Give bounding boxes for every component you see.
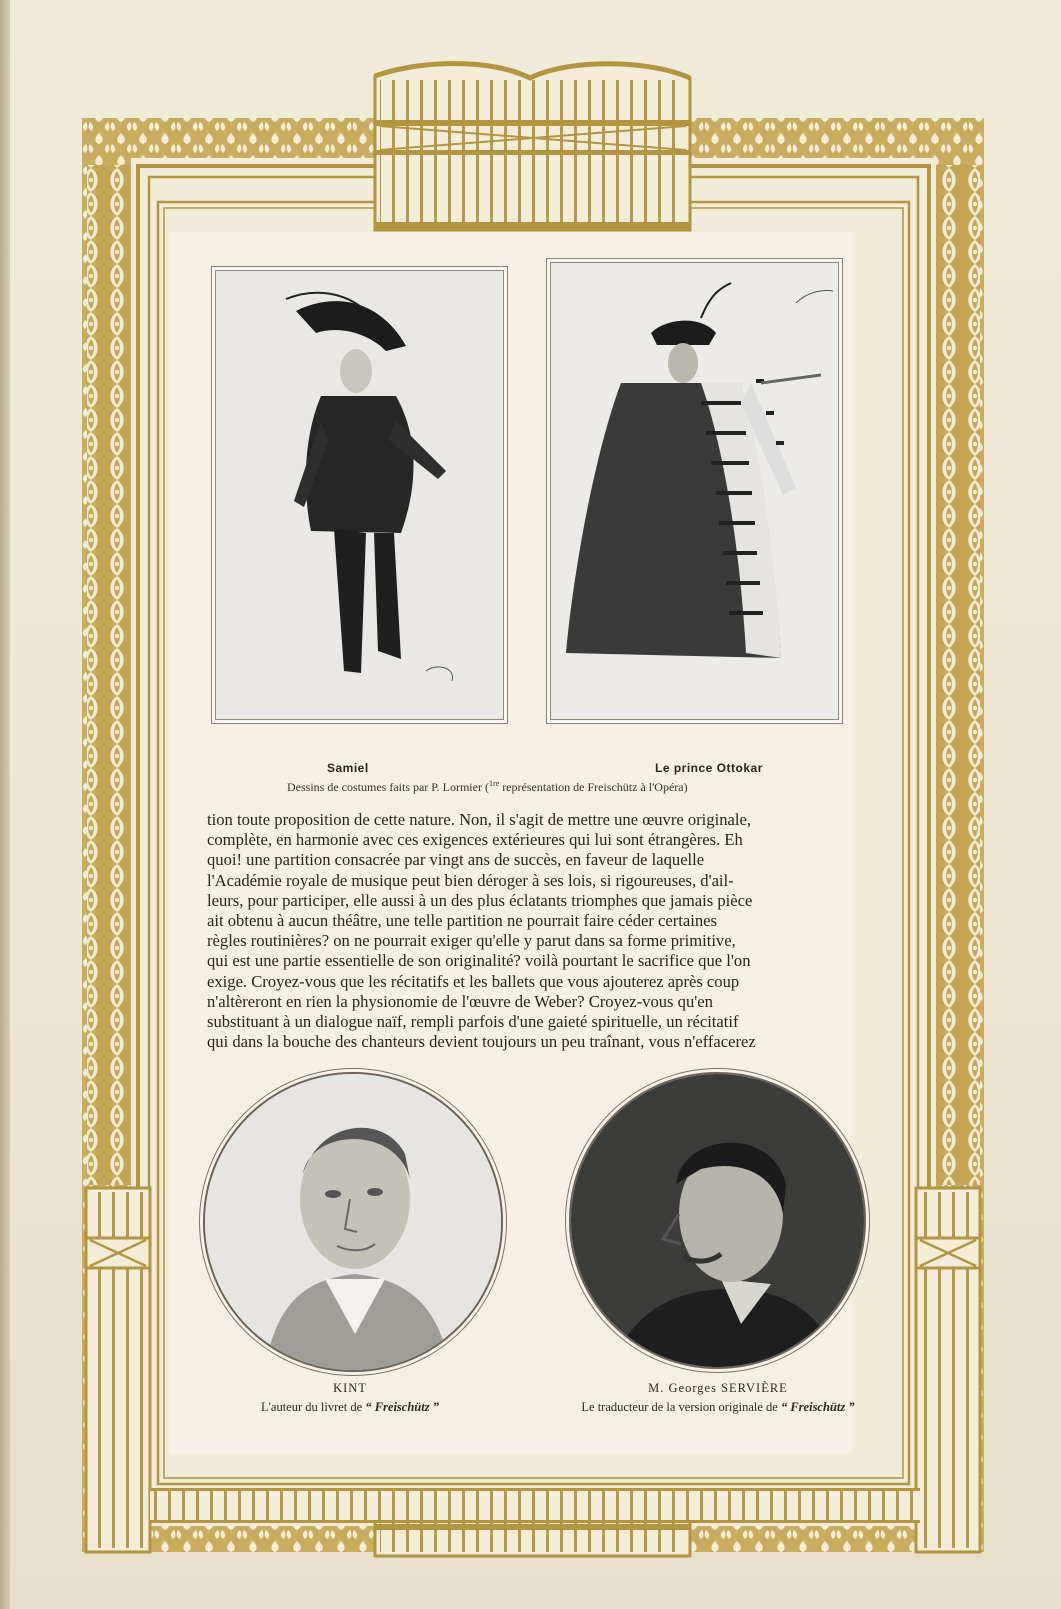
portrait-name-serviere: M. Georges SERVIÈRE bbox=[648, 1381, 788, 1395]
text-line: tion toute proposition de cette nature. Non, il s'agit de mettre une œuvre originale, bbox=[207, 810, 751, 829]
opera-title-serviere: “ Freischütz ” bbox=[780, 1400, 855, 1414]
opera-title-kint: “ Freischütz ” bbox=[365, 1400, 439, 1414]
text-line: quoi! une partition consacrée par vingt ans de succès, en faveur de laquelle bbox=[207, 850, 705, 870]
caption-serviere bbox=[548, 1381, 888, 1415]
text-line: qui est une partie essentielle de son originalité? voilà pourtant le sacrifice que l'on bbox=[207, 951, 751, 971]
credit-text-end: représentation de Freischütz à l'Opéra) bbox=[499, 780, 688, 794]
portrait-name-kint: KINT bbox=[333, 1381, 367, 1395]
text-line: substituant à un dialogue naïf, rempli parfois d'une gaieté spirituelle, un récitatif bbox=[207, 1012, 739, 1032]
text-line: exige. Croyez-vous que les récitatifs et les ballets que vous ajouterez après coup bbox=[207, 971, 740, 991]
costume-drawing-ottokar bbox=[550, 262, 839, 720]
text-line: règles routinières? on ne pourrait exiger qu'elle y parut dans sa forme primitive, bbox=[207, 931, 736, 951]
text-line: complète, en harmonie avec ces exigences extérieures qui lui sont étrangères. Eh bbox=[207, 830, 743, 850]
portrait-kint bbox=[203, 1072, 503, 1372]
costume-drawing-samiel bbox=[215, 270, 504, 720]
costume-credit-line bbox=[287, 779, 688, 795]
text-line: leurs, pour participer, elle aussi à un des plus éclatants triomphes que jamais pièce bbox=[207, 890, 753, 910]
portrait-desc-kint: L'auteur du livret de bbox=[261, 1400, 366, 1414]
text-line: l'Académie royale de musique peut bien déroger à ses lois, si rigoureuses, d'ail- bbox=[207, 870, 734, 890]
article-body bbox=[207, 810, 852, 1052]
text-line: ait obtenu à aucun théâtre, une telle partition ne pourrait faire céder certaines bbox=[207, 911, 718, 931]
text-line: qui dans la bouche des chanteurs devient toujours un peu traînant, vous n'effacerez bbox=[207, 1032, 756, 1052]
credit-superscript: 1re bbox=[488, 779, 500, 788]
portrait-georges-serviere bbox=[569, 1072, 866, 1369]
caption-samiel: Samiel bbox=[327, 761, 369, 775]
caption-kint bbox=[200, 1381, 500, 1415]
credit-text-start: Dessins de costumes faits par P. Lormier ( bbox=[287, 780, 489, 794]
caption-prince-ottokar: Le prince Ottokar bbox=[655, 761, 763, 775]
text-line: n'altèreront en rien la physionomie de l'œuvre de Weber? Croyez-vous qu'en bbox=[207, 991, 713, 1011]
portrait-desc-serviere: Le traducteur de la version originale de bbox=[581, 1400, 781, 1414]
